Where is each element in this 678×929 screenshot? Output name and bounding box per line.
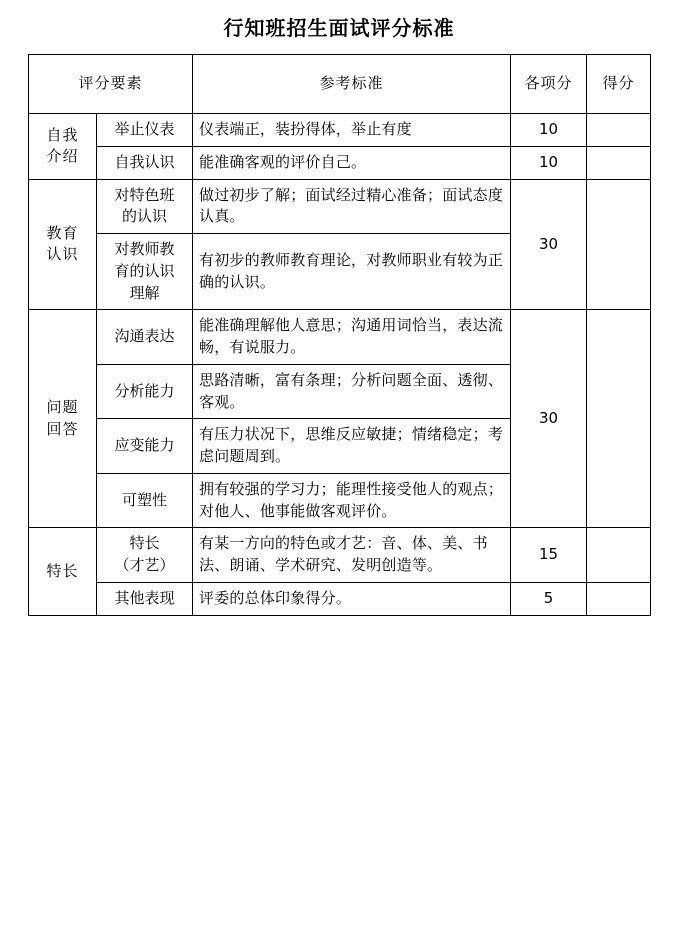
sub-cell-self-awareness: 自我认识 bbox=[97, 146, 193, 179]
table-row bbox=[29, 114, 651, 147]
standard-cell-teacher-education: 有初步的教师教育理论，对教师职业有较为正确的认识。 bbox=[193, 234, 511, 310]
table-row bbox=[29, 146, 651, 179]
header-cell-factor: 评分要素 bbox=[29, 55, 193, 114]
points-cell-talent: 15 bbox=[511, 528, 587, 583]
table-row bbox=[29, 528, 651, 583]
sub-cell-teacher-education: 对教师教 育的认识 理解 bbox=[97, 234, 193, 310]
score-input-cell[interactable] bbox=[587, 179, 651, 310]
page-title: 行知班招生面试评分标准 bbox=[223, 16, 455, 40]
factor-cell-education-understanding: 教育 认识 bbox=[29, 179, 97, 310]
standard-cell-communication: 能准确理解他人意思；沟通用词恰当，表达流畅，有说服力。 bbox=[193, 310, 511, 365]
score-input-cell[interactable] bbox=[587, 114, 651, 147]
points-cell-question-answer: 30 bbox=[511, 310, 587, 528]
standard-cell-analysis: 思路清晰，富有条理；分析问题全面、透彻、客观。 bbox=[193, 364, 511, 419]
sub-cell-special-class: 对特色班 的认识 bbox=[97, 179, 193, 234]
table-header-row bbox=[29, 55, 651, 114]
score-input-cell[interactable] bbox=[587, 582, 651, 615]
sub-cell-communication: 沟通表达 bbox=[97, 310, 193, 365]
points-cell-other: 5 bbox=[511, 582, 587, 615]
score-input-cell[interactable] bbox=[587, 146, 651, 179]
standard-cell-demeanor: 仪表端正，装扮得体，举止有度 bbox=[193, 114, 511, 147]
table-row bbox=[29, 179, 651, 234]
score-input-cell[interactable] bbox=[587, 310, 651, 528]
sub-cell-adaptability: 应变能力 bbox=[97, 419, 193, 474]
score-input-cell[interactable] bbox=[587, 528, 651, 583]
sub-cell-other: 其他表现 bbox=[97, 582, 193, 615]
sub-cell-analysis: 分析能力 bbox=[97, 364, 193, 419]
points-cell-self-awareness: 10 bbox=[511, 146, 587, 179]
header-cell-standard: 参考标准 bbox=[193, 55, 511, 114]
factor-cell-self-intro: 自我 介绍 bbox=[29, 114, 97, 180]
factor-cell-specialty: 特长 bbox=[29, 528, 97, 615]
standard-cell-talent: 有某一方向的特色或才艺：音、体、美、书法、朗诵、学术研究、发明创造等。 bbox=[193, 528, 511, 583]
table-row bbox=[29, 582, 651, 615]
factor-cell-question-answer: 问题 回答 bbox=[29, 310, 97, 528]
sub-cell-malleability: 可塑性 bbox=[97, 473, 193, 528]
standard-cell-malleability: 拥有较强的学习力；能理性接受他人的观点；对他人、他事能做客观评价。 bbox=[193, 473, 511, 528]
points-cell-education-understanding: 30 bbox=[511, 179, 587, 310]
standard-cell-other: 评委的总体印象得分。 bbox=[193, 582, 511, 615]
header-cell-points: 各项分 bbox=[511, 55, 587, 114]
sub-cell-demeanor: 举止仪表 bbox=[97, 114, 193, 147]
standard-cell-self-awareness: 能准确客观的评价自己。 bbox=[193, 146, 511, 179]
standard-cell-adaptability: 有压力状况下，思维反应敏捷；情绪稳定；考虑问题周到。 bbox=[193, 419, 511, 474]
interview-score-table bbox=[28, 54, 651, 616]
points-cell-demeanor: 10 bbox=[511, 114, 587, 147]
header-cell-score: 得分 bbox=[587, 55, 651, 114]
table-row bbox=[29, 310, 651, 365]
sub-cell-talent: 特长 （才艺） bbox=[97, 528, 193, 583]
standard-cell-special-class: 做过初步了解；面试经过精心准备；面试态度认真。 bbox=[193, 179, 511, 234]
